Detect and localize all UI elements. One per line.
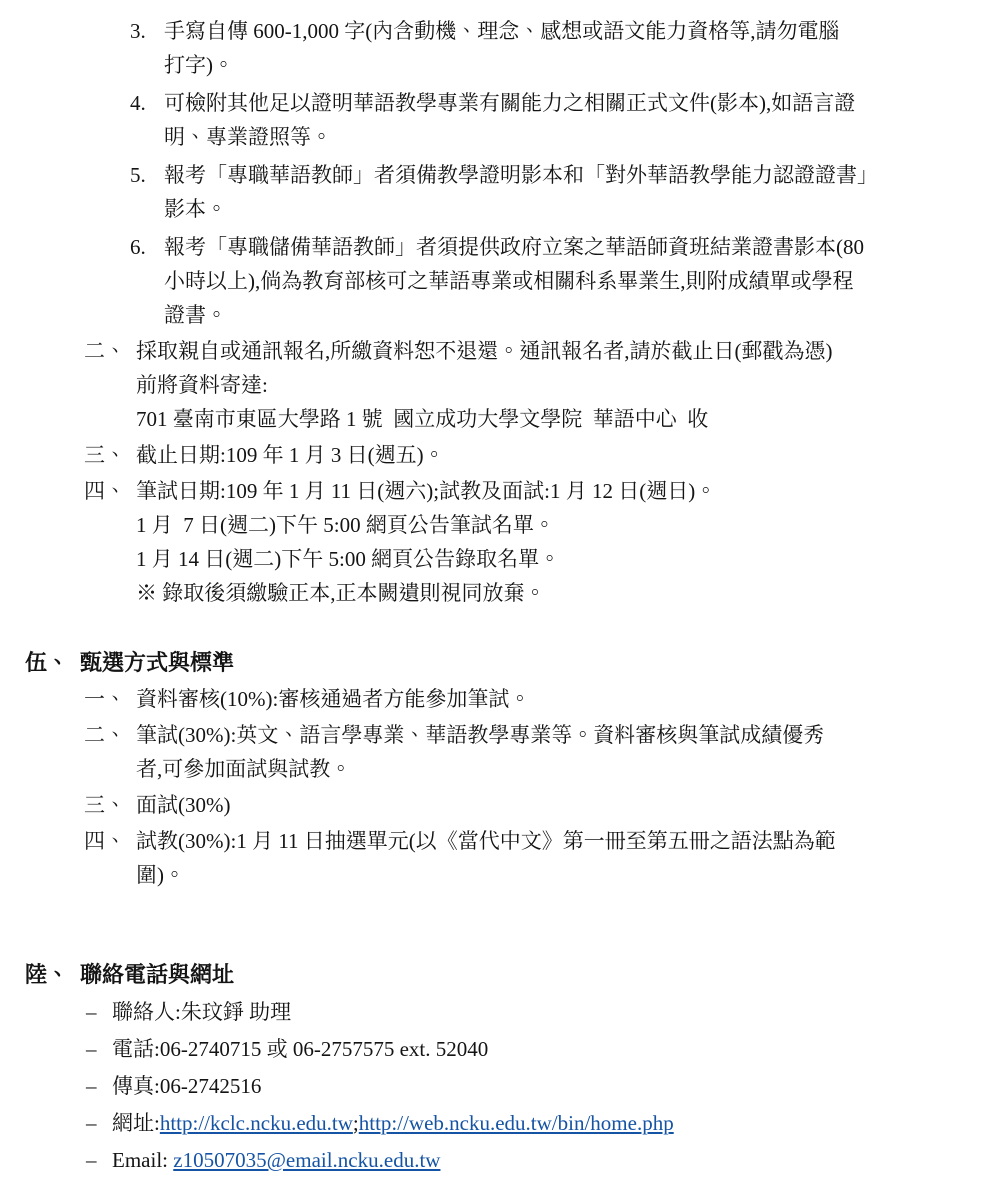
list-item-5-continuation: 影本。 xyxy=(164,197,227,221)
section6-heading-number: 陸、 xyxy=(25,962,70,987)
criteria-item-4-text: 試教(30%):1 月 11 日抽選單元(以《當代中文》第一冊至第五冊之語法點為範 xyxy=(136,829,836,853)
list-item-6-continuation-1: 小時以上),倘為教育部核可之華語專業或相關科系畢業生,則附成績單或學程 xyxy=(164,269,854,293)
exam-date-item-text: 筆試日期:109 年 1 月 11 日(週六);試教及面試:1 月 12 日(週日)。 xyxy=(136,479,717,503)
phone-number: 電話:06-2740715 或 06-2757575 ext. 52040 xyxy=(112,1037,489,1061)
exam-date-item xyxy=(0,474,992,508)
criteria-item-1 xyxy=(0,682,992,716)
criteria-item-4 xyxy=(0,824,992,858)
section5-heading-number: 伍、 xyxy=(25,650,70,675)
phone-row xyxy=(0,1032,992,1066)
criteria-item-1-text: 資料審核(10%):審核通過者方能參加筆試。 xyxy=(136,687,531,711)
criteria-item-3-text: 面試(30%) xyxy=(136,793,231,817)
website-link-separator: ; xyxy=(352,1111,359,1135)
email-label: Email: xyxy=(112,1148,174,1172)
list-item-6 xyxy=(0,230,992,264)
website-label: 網址: xyxy=(112,1111,160,1135)
dash-bullet: – xyxy=(86,1148,97,1172)
list-item-4-continuation: 明、專業證照等。 xyxy=(164,125,332,149)
list-item-5 xyxy=(0,158,992,192)
criteria-item-2-continuation: 者,可參加面試與試教。 xyxy=(136,757,352,781)
section5-heading xyxy=(0,646,992,680)
list-item-3 xyxy=(0,14,992,48)
deadline-item-text: 截止日期:109 年 1 月 3 日(週五)。 xyxy=(136,443,445,467)
website-link-kclc[interactable]: http://kclc.ncku.edu.tw xyxy=(159,1111,353,1135)
list-item-3-text: 手寫自傳 600-1,000 字(內含動機、理念、感想或語文能力資格等,請勿電腦 xyxy=(164,19,840,43)
website-row xyxy=(0,1106,992,1140)
list-item-3-number: 3. xyxy=(130,19,146,43)
list-item-4 xyxy=(0,86,992,120)
list-item-4-text: 可檢附其他足以證明華語教學專業有關能力之相關正式文件(影本),如語言證 xyxy=(164,91,856,115)
criteria-item-4-number: 四、 xyxy=(84,829,126,853)
criteria-item-4-continuation: 圍)。 xyxy=(136,863,185,887)
dash-bullet: – xyxy=(86,1111,97,1135)
registration-item-number: 二、 xyxy=(84,339,126,363)
mailing-address: 701 臺南市東區大學路 1 號 國立成功大學文學院 華語中心 收 xyxy=(136,407,709,431)
section5-heading-title: 甄選方式與標準 xyxy=(80,650,235,675)
list-item-3-continuation: 打字)。 xyxy=(164,53,234,77)
registration-item xyxy=(0,334,992,368)
fax-row xyxy=(0,1069,992,1103)
exam-date-item-number: 四、 xyxy=(84,479,126,503)
list-item-6-number: 6. xyxy=(130,235,146,259)
list-item-4-number: 4. xyxy=(130,91,146,115)
exam-announcement-1: 1 月 7 日(週二)下午 5:00 網頁公告筆試名單。 xyxy=(136,513,555,537)
dash-bullet: – xyxy=(86,1074,97,1098)
website-link-ncku[interactable]: http://web.ncku.edu.tw/bin/home.php xyxy=(358,1111,674,1135)
dash-bullet: – xyxy=(86,1000,97,1024)
email-link[interactable]: z10507035@email.ncku.edu.tw xyxy=(173,1148,441,1172)
email-row xyxy=(0,1143,992,1177)
section6-heading xyxy=(0,958,992,992)
dash-bullet: – xyxy=(86,1037,97,1061)
deadline-item-number: 三、 xyxy=(84,443,126,467)
registration-item-text: 採取親自或通訊報名,所繳資料恕不退還。通訊報名者,請於截止日(郵戳為憑) xyxy=(136,339,833,363)
criteria-item-1-number: 一、 xyxy=(84,687,126,711)
contact-person-row xyxy=(0,995,992,1029)
exam-note: ※ 錄取後須繳驗正本,正本闕遺則視同放棄。 xyxy=(136,581,546,605)
criteria-item-2-number: 二、 xyxy=(84,723,126,747)
criteria-item-2-text: 筆試(30%):英文、語言學專業、華語教學專業等。資料審核與筆試成績優秀 xyxy=(136,723,825,747)
fax-number: 傳真:06-2742516 xyxy=(112,1074,262,1098)
criteria-item-3-number: 三、 xyxy=(84,793,126,817)
contact-person: 聯絡人:朱玟錚 助理 xyxy=(112,1000,292,1024)
section6-heading-title: 聯絡電話與網址 xyxy=(80,962,235,987)
registration-continuation: 前將資料寄達: xyxy=(136,373,268,397)
criteria-item-2 xyxy=(0,718,992,752)
list-item-6-continuation-2: 證書。 xyxy=(164,303,227,327)
exam-announcement-2: 1 月 14 日(週二)下午 5:00 網頁公告錄取名單。 xyxy=(136,547,561,571)
list-item-6-text: 報考「專職儲備華語教師」者須提供政府立案之華語師資班結業證書影本(80 xyxy=(164,235,864,259)
list-item-5-text: 報考「專職華語教師」者須備教學證明影本和「對外華語教學能力認證證書」 xyxy=(164,163,878,187)
deadline-item xyxy=(0,438,992,472)
list-item-5-number: 5. xyxy=(130,163,146,187)
criteria-item-3 xyxy=(0,788,992,822)
